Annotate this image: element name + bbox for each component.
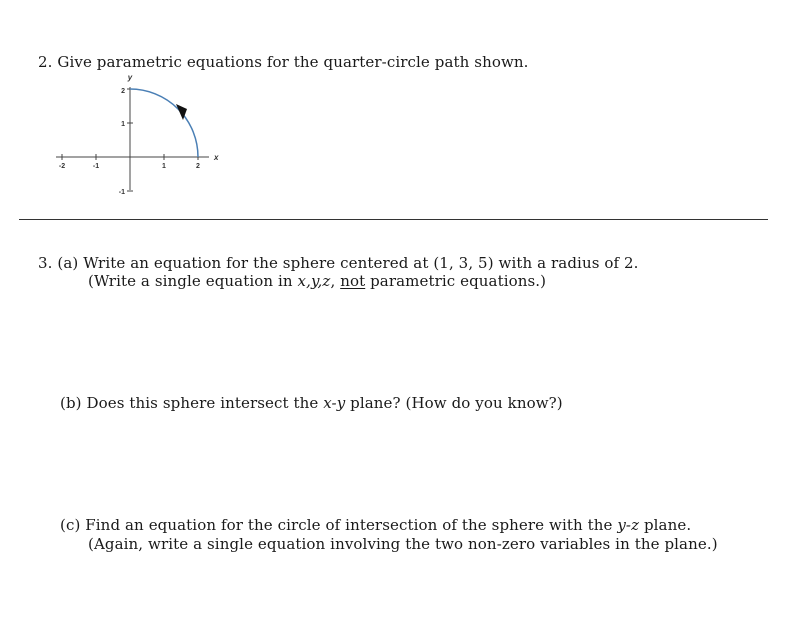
note-close: parametric equations.) bbox=[365, 272, 547, 290]
part-a-label: (a) bbox=[57, 254, 79, 272]
problem-2-prompt bbox=[38, 53, 529, 71]
part-a-text: Write an equation for the sphere centered at (1, 3, 5) with a radius of 2. bbox=[83, 254, 639, 272]
problem-3c-note bbox=[88, 535, 718, 553]
x-axis-label: x bbox=[214, 153, 219, 162]
part-b-label: (b) bbox=[60, 394, 82, 412]
x-tick-label-neg2: -2 bbox=[58, 163, 66, 170]
problem-3-number: 3. bbox=[38, 254, 53, 272]
part-c-label: (c) bbox=[60, 516, 81, 534]
problem-2-text: Give parametric equations for the quarter-circle path shown. bbox=[57, 53, 529, 71]
part-b-text-pre: Does this sphere intersect the bbox=[86, 394, 324, 412]
part-c-text-pre: Find an equation for the circle of intersection of the sphere with the bbox=[85, 516, 618, 534]
part-b-plane: x-y bbox=[323, 394, 346, 412]
part-c-text-post: plane. bbox=[639, 516, 692, 534]
x-tick-label-2: 2 bbox=[196, 163, 200, 170]
problem-2-number: 2. bbox=[38, 53, 53, 71]
note-separator: , bbox=[330, 272, 341, 290]
note-variables: x,y,z bbox=[297, 272, 331, 290]
problem-3b-line bbox=[60, 394, 563, 412]
y-axis-label: y bbox=[127, 73, 133, 82]
part-c-note: (Again, write a single equation involving the two non-zero variables in the plane.) bbox=[88, 535, 718, 553]
part-c-plane: y-z bbox=[617, 516, 640, 534]
problem-3a-line bbox=[38, 254, 639, 272]
x-tick-label-neg1: -1 bbox=[92, 163, 100, 170]
x-tick-label-1: 1 bbox=[162, 163, 166, 170]
note-underlined-not: not bbox=[340, 272, 366, 290]
section-divider bbox=[19, 219, 768, 220]
part-b-text-post: plane? (How do you know?) bbox=[345, 394, 563, 412]
y-tick-label-1: 1 bbox=[121, 121, 125, 128]
y-tick-label-2: 2 bbox=[121, 88, 125, 95]
y-tick-label-neg1: -1 bbox=[118, 189, 125, 196]
problem-3c-line bbox=[60, 516, 691, 534]
direction-arrow-icon bbox=[176, 104, 187, 120]
quarter-circle-path bbox=[130, 89, 198, 157]
problem-3a-note bbox=[88, 272, 546, 290]
note-text: (Write a single equation in bbox=[88, 272, 298, 290]
